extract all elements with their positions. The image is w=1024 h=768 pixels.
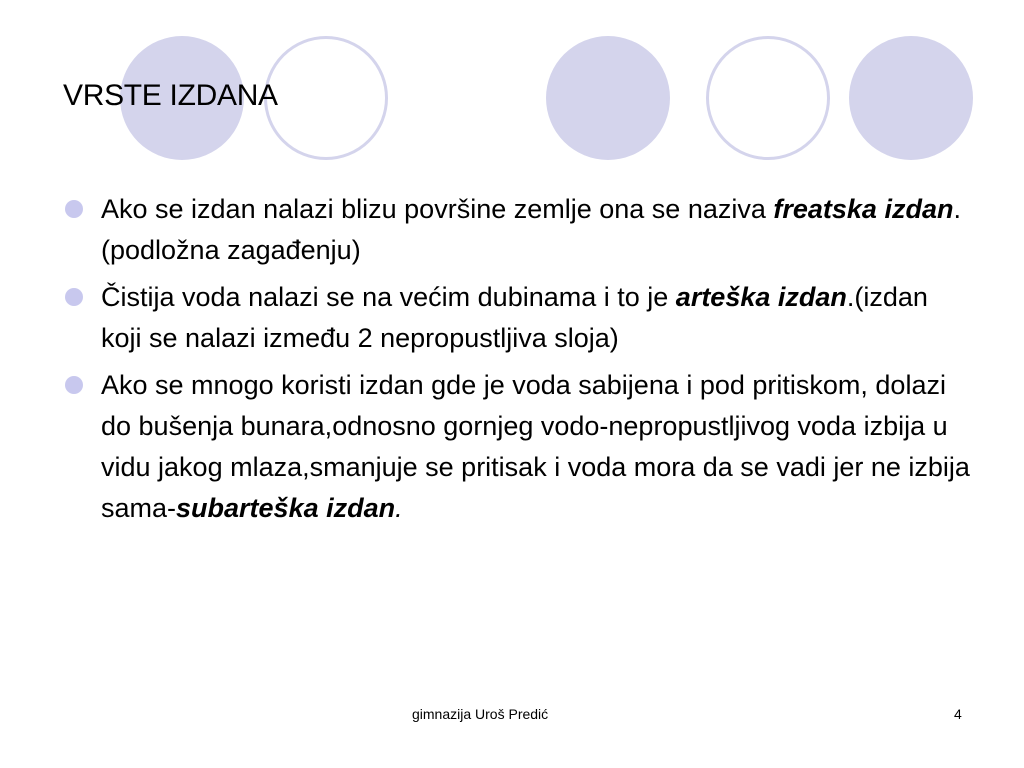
bullet-text: .(podložna zagađenju) bbox=[101, 194, 961, 265]
bullet-item bbox=[101, 365, 971, 529]
bullet-text: Čistija voda nalazi se na većim dubinama i to je bbox=[101, 282, 676, 312]
bullet-item bbox=[101, 277, 971, 359]
bullet-text: Ako se izdan nalazi blizu površine zemlje ona se naziva bbox=[101, 194, 774, 224]
bullet-term: subarteška izdan bbox=[176, 493, 396, 523]
bullet-term: freatska izdan bbox=[773, 194, 954, 224]
bullet-dot-icon bbox=[65, 288, 83, 306]
bullet-text: Ako se mnogo koristi izdan gde je voda sabijena i pod pritiskom, dolazi do bušenja bunara,odnosno gornjeg vodo-nepropustljivog voda izbija u vidu jakog mlaza,smanjuje se pritisak i voda mora da se vadi jer ne izbija sama- bbox=[101, 370, 970, 523]
bullet-list bbox=[101, 189, 971, 535]
bullet-dot-icon bbox=[65, 376, 83, 394]
decorative-circle-outline bbox=[706, 36, 830, 160]
decorative-circle-filled bbox=[546, 36, 670, 160]
bullet-text: .(izdan koji se nalazi između 2 nepropustljiva sloja) bbox=[101, 282, 928, 353]
page-number: 4 bbox=[954, 706, 962, 722]
bullet-item bbox=[101, 189, 971, 271]
decorative-circle-outline bbox=[264, 36, 388, 160]
bullet-dot-icon bbox=[65, 200, 83, 218]
decorative-circle-filled bbox=[849, 36, 973, 160]
bullet-term: arteška izdan bbox=[675, 282, 847, 312]
slide-title: VRSTE IZDANA bbox=[63, 79, 278, 112]
bullet-text: . bbox=[395, 493, 403, 523]
footer-text: gimnazija Uroš Predić bbox=[412, 706, 549, 722]
